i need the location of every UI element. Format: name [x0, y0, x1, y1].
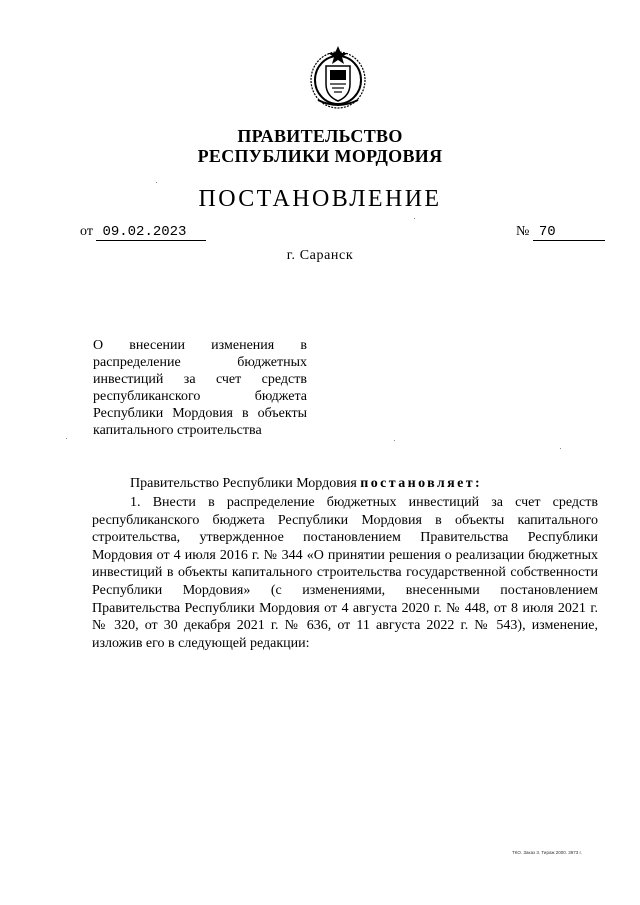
date-value: 09.02.2023	[96, 224, 206, 241]
government-title-line2: РЕСПУБЛИКИ МОРДОВИЯ	[197, 146, 443, 166]
date-prefix: от	[80, 224, 93, 239]
document-type: ПОСТАНОВЛЕНИЕ	[198, 186, 442, 212]
decree-line	[130, 476, 482, 492]
number-field	[516, 224, 605, 241]
scan-speck	[66, 438, 67, 439]
date-field	[80, 224, 206, 241]
scan-speck	[414, 218, 415, 219]
number-value: 70	[533, 224, 605, 241]
decree-intro: Правительство Республики Мордовия	[130, 476, 357, 491]
paragraph-1: 1. Внести в распределение бюджетных инвестиций за счет средств республиканского бюджета Республики Мордовия в объекты капитального строительства, утвержденное постановлением Правительства Республики Мордовия от 4 июля 2016 г. № 344 «О принятии решения о реализации бюджетных инвестиций в объекты капитального строительства государственной собственности Республики Мордовия» (с изменениями, внесенными постановлением Правительства Республики Мордовия от 4 августа 2020 г. № 448, от 8 июля 2021 г. № 320, от 30 декабря 2021 г. № 636, от 11 августа 2022 г. № 543), изменение, изложив его в следующей редакции:	[92, 495, 598, 651]
print-note: ТКО. Заказ 3. Тираж 2000. 3973 г.	[512, 850, 582, 855]
scan-speck	[560, 448, 561, 449]
emblem-icon	[306, 44, 370, 112]
decree-word: постановляет:	[360, 476, 483, 491]
subject-block: О внесении изменения в распределение бюджетных инвестиций за счет средств республиканского бюджета Республики Мордовия в объекты капитального строительства	[93, 338, 307, 438]
scan-speck	[156, 182, 157, 183]
city: г. Саранск	[286, 248, 354, 263]
number-prefix: №	[516, 224, 530, 239]
scan-speck	[394, 440, 395, 441]
government-title-line1: ПРАВИТЕЛЬСТВО	[237, 126, 403, 146]
